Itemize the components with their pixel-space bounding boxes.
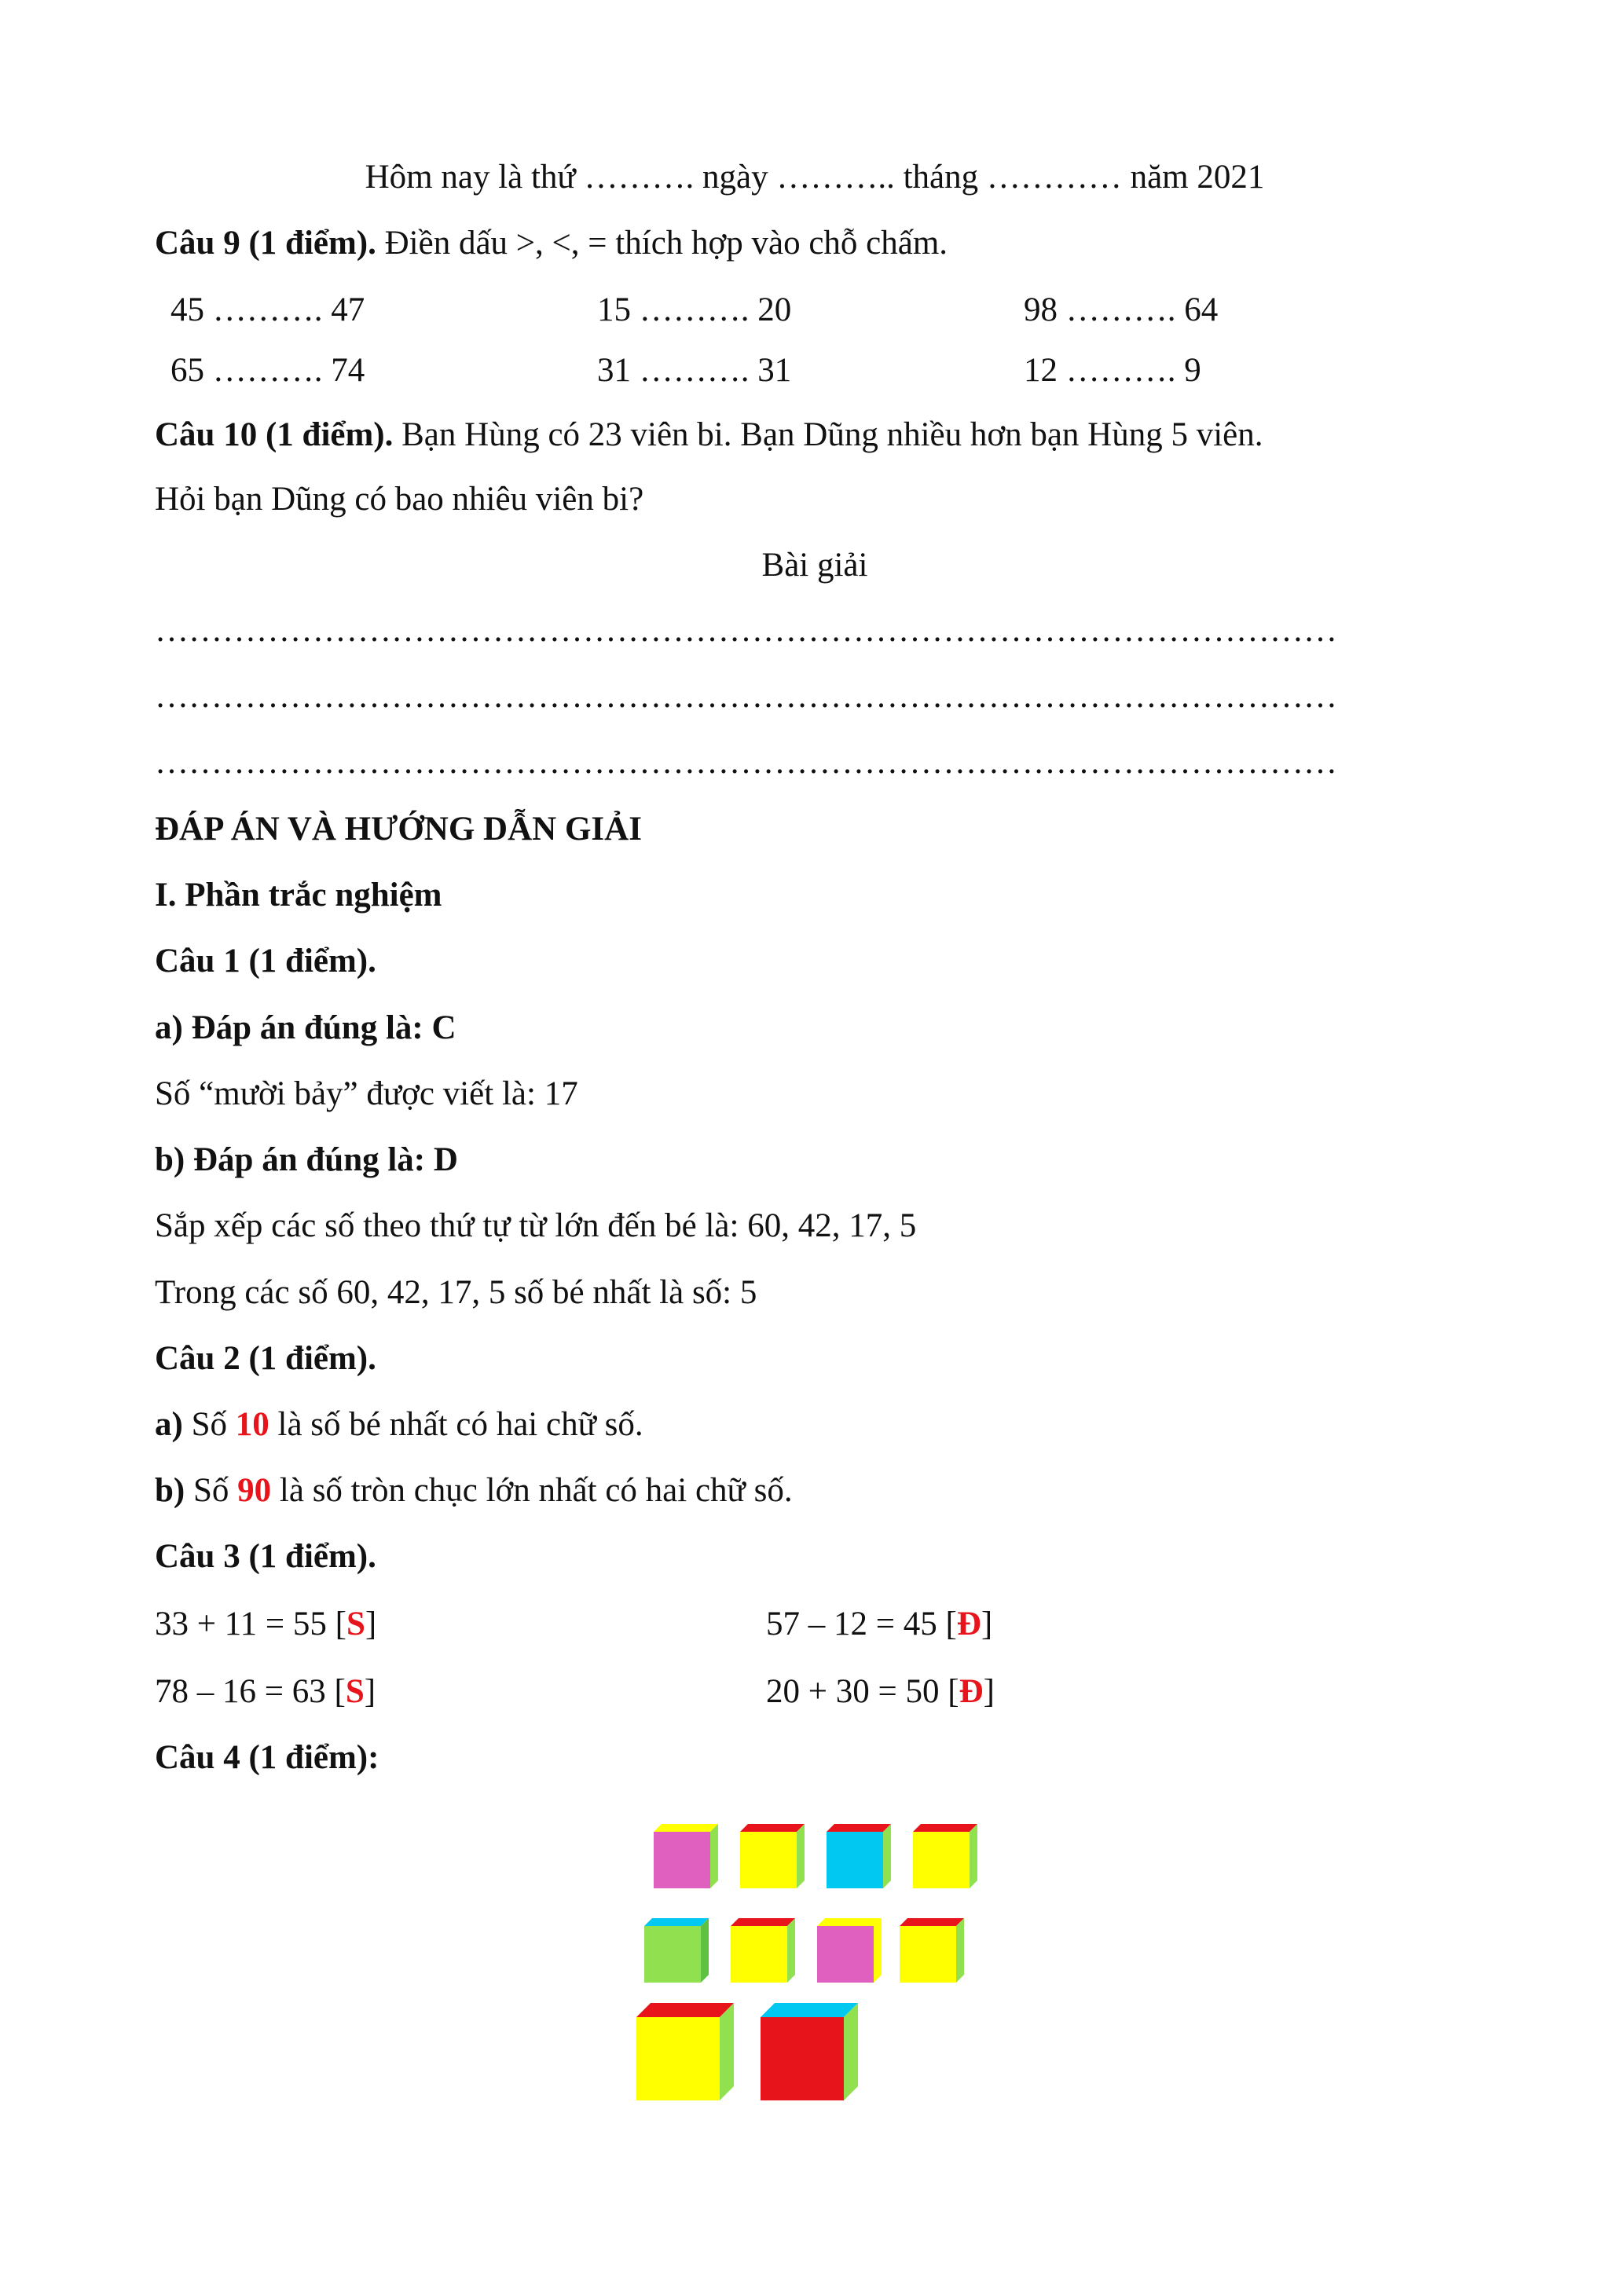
cube-r2-3	[817, 1918, 882, 1983]
solution-label: Bài giải	[761, 547, 868, 584]
q10-line	[155, 413, 1475, 457]
cube-large-red	[761, 2003, 858, 2100]
c2-b-line	[155, 1469, 1475, 1513]
c3-item-1-mark: S	[346, 1606, 365, 1642]
c2-a-pre: Số	[191, 1406, 227, 1443]
q9-title: Câu 9 (1 điểm).	[155, 225, 376, 262]
q9-text: Điền dấu >, <, = thích hợp vào chỗ chấm.	[384, 225, 948, 262]
cube-r1-2	[740, 1824, 805, 1888]
answer-line-2: ……………………………………………………………………………………………	[155, 678, 1337, 715]
cube-r1-3	[827, 1824, 891, 1888]
cube-r1-4	[913, 1824, 977, 1888]
c2-b-label: b)	[155, 1472, 185, 1509]
c1-b-text2: Trong các số 60, 42, 17, 5 số bé nhất là số: 5	[155, 1274, 757, 1311]
cubes-illustration	[629, 1807, 990, 2121]
cube-large-yellow	[636, 2003, 734, 2100]
c2-a-number: 10	[235, 1406, 269, 1443]
c2-a-label: a)	[155, 1406, 183, 1443]
c3-item-4: 20 + 30 = 50 [Đ]	[766, 1673, 995, 1710]
q10-question: Hỏi bạn Dũng có bao nhiêu viên bi?	[155, 481, 644, 518]
c3-item-1-expr: 33 + 11 = 55	[155, 1606, 327, 1642]
c2-title: Câu 2 (1 điểm).	[155, 1340, 376, 1377]
c1-b-title: b) Đáp án đúng là: D	[155, 1141, 458, 1178]
q9-line	[155, 222, 1475, 265]
c1-title: Câu 1 (1 điểm).	[155, 943, 376, 980]
c3-item-4-expr: 20 + 30 = 50	[766, 1673, 940, 1710]
c1-a-title: a) Đáp án đúng là: C	[155, 1009, 456, 1046]
c1-b-text1: Sắp xếp các số theo thứ tự từ lớn đến bé là: 60, 42, 17, 5	[155, 1207, 917, 1244]
answer-line-3: ……………………………………………………………………………………………	[155, 744, 1337, 781]
cube-r2-4	[900, 1918, 964, 1983]
c3-item-2-mark: Đ	[956, 1606, 981, 1642]
q9-cell-1-3: 98 ………. 64	[1024, 291, 1219, 328]
c3-title: Câu 3 (1 điểm).	[155, 1538, 376, 1575]
q9-cell-2-2: 31 ………. 31	[597, 352, 792, 389]
c3-item-3: 78 – 16 = 63 [S]	[155, 1673, 376, 1710]
c4-title: Câu 4 (1 điểm):	[155, 1739, 379, 1776]
c2-b-post: là số tròn chục lớn nhất có hai chữ số.	[279, 1472, 793, 1509]
cube-r1-1	[654, 1824, 718, 1888]
c3-item-1: 33 + 11 = 55 [S]	[155, 1606, 377, 1642]
answers-heading: ĐÁP ÁN VÀ HƯỚNG DẪN GIẢI	[155, 811, 642, 848]
cube-r2-1	[644, 1918, 709, 1983]
cube-r2-2	[731, 1918, 795, 1983]
q9-cell-1-2: 15 ………. 20	[597, 291, 792, 328]
c3-item-3-expr: 78 – 16 = 63	[155, 1673, 326, 1710]
answer-line-1: ……………………………………………………………………………………………	[155, 612, 1337, 649]
q10-title: Câu 10 (1 điểm).	[155, 416, 394, 453]
q10-text: Bạn Hùng có 23 viên bi. Bạn Dũng nhiều hơn bạn Hùng 5 viên.	[401, 416, 1263, 453]
date-line: Hôm nay là thứ ………. ngày ……….. tháng ………… năm 2021	[365, 159, 1265, 196]
c2-b-number: 90	[237, 1472, 272, 1509]
q9-cell-2-3: 12 ………. 9	[1024, 352, 1201, 389]
c2-a-post: là số bé nhất có hai chữ số.	[277, 1406, 643, 1443]
q9-cell-2-1: 65 ………. 74	[170, 352, 365, 389]
c3-item-4-mark: Đ	[959, 1673, 984, 1710]
q9-cell-1-1: 45 ………. 47	[170, 291, 365, 328]
c2-b-pre: Số	[192, 1472, 229, 1509]
c3-item-2: 57 – 12 = 45 [Đ]	[766, 1606, 993, 1642]
c3-item-3-mark: S	[345, 1673, 365, 1710]
section-1-title: I. Phần trắc nghiệm	[155, 877, 442, 914]
c2-a-line	[155, 1403, 1475, 1447]
c1-a-text: Số “mười bảy” được viết là: 17	[155, 1075, 578, 1112]
c3-item-2-expr: 57 – 12 = 45	[766, 1606, 937, 1642]
